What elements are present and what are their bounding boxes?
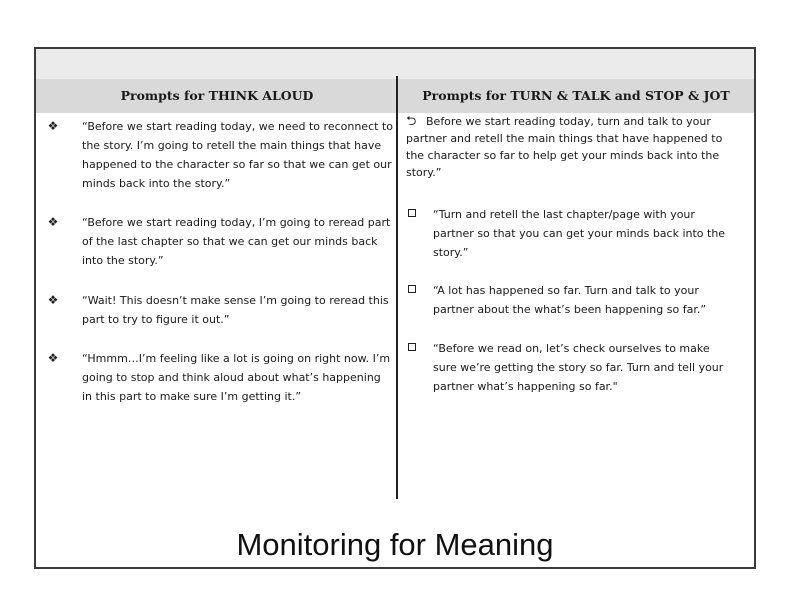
think-aloud-heading: Prompts for THINK ALOUD [120,88,314,103]
think-aloud-item-text: “Hmmm…I’m feeling like a lot is going on right now. I’m going to stop and think aloud about what’s happening in this part to make sure I’m getting it.” [82,352,391,403]
checkbox-icon [408,285,416,293]
turn-talk-intro-text: Before we start reading today, turn and talk to your partner and retell the main things that have happened to the character so far to help get your minds back into the story.” [406,115,723,179]
top-band [36,49,754,79]
page-title: Monitoring for Meaning [236,527,554,562]
diamond-bullet-icon: ❖ [47,293,59,307]
think-aloud-item-text: “Before we start reading today, I’m going to reread part of the last chapter so that we can get our minds back into the story.” [82,216,391,267]
think-aloud-item-text: “Wait! This doesn’t make sense I’m going to reread this part to try to figure it out.” [82,294,389,326]
think-aloud-item-text: “Before we start reading today, we need to reconnect to the story. I’m going to retell the main things that have happened to the character so far so that we can get our minds back into the story.” [82,120,393,190]
diamond-bullet-icon: ❖ [47,119,59,133]
turn-talk-item-text: “A lot has happened so far. Turn and talk to your partner about the what’s been happening so far.” [433,284,707,316]
diamond-bullet-icon: ❖ [47,351,59,365]
turn-talk-heading: Prompts for TURN & TALK and STOP & JOT [422,88,730,103]
diamond-bullet-icon: ❖ [47,215,59,229]
checkbox-icon [408,343,416,351]
curved-arrow-icon: ⮌ [406,114,417,129]
column-divider [396,76,398,499]
turn-talk-item-text: “Before we read on, let’s check ourselves to make sure we’re getting the story so far. Turn and tell your partner what’s happening so far." [433,342,724,393]
turn-talk-item-text: “Turn and retell the last chapter/page with your partner so that you can get your minds back into the story.” [433,208,726,259]
header-row [36,79,754,113]
checkbox-icon [408,209,416,217]
slide-frame [34,47,756,569]
